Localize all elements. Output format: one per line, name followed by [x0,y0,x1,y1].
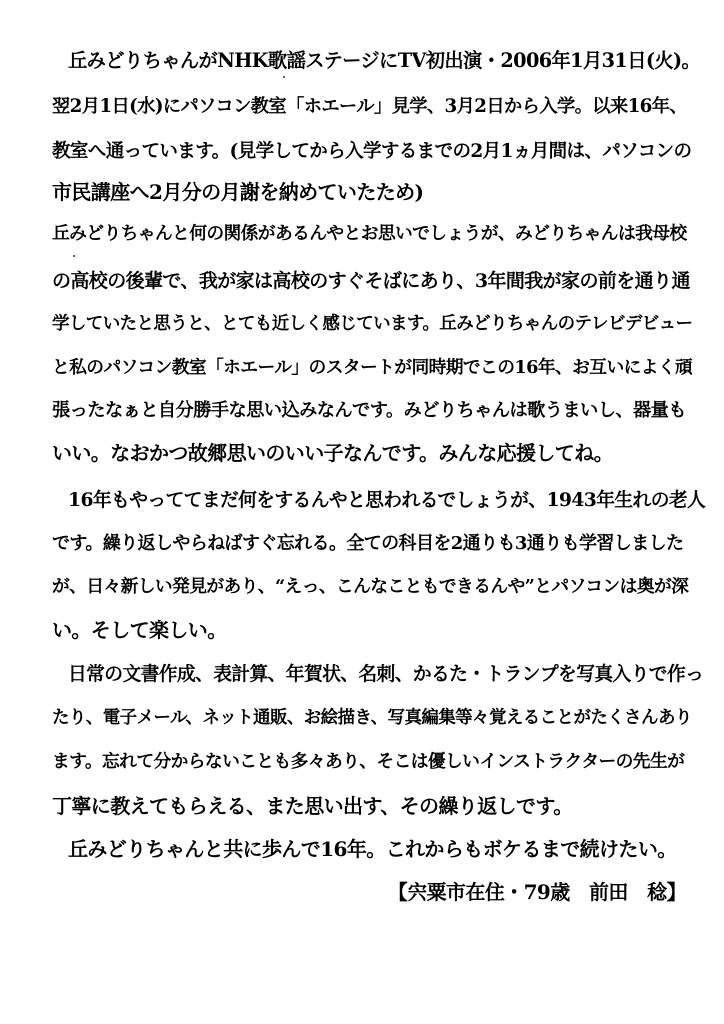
text-line-16: たり、電子メール、ネット通販、お絵描き、写真編集等々覚えることがたくさんあり [52,708,692,728]
text-line-2: 翌2月1日(水)にパソコン教室「ホエール」見学、3月2日から入学。以来16年、 [52,96,688,117]
text-line-9: 張ったなぁと自分勝手な思い込みなんです。みどりちゃんは歌うまいし、器量も [52,400,686,421]
text-line-11: 16年もやっててまだ何をするんやと思われるでしょうが、1943年生れの老人 [68,489,706,511]
text-line-10: いい。なおかつ故郷思いのいい子なんです。みんな応援してね。 [52,441,613,465]
text-line-18: 丁寧に教えてもらえる、また思い出す、その繰り返しです。 [52,794,573,818]
text-line-4: 市民講座へ2月分の月謝を納めていたため) [52,180,424,204]
author-signature: 【宍粟市在住・79歳 前田 稔】 [387,880,686,904]
text-line-19: 丘みどりちゃんと共に歩んで16年。これからもボケるまで続けたい。 [68,837,677,861]
text-line-14: い。そして楽しい。 [52,618,227,642]
text-line-1: 丘みどりちゃんがNHK歌謡ステージにTV初出演・2006年1月31日(火)。 [68,49,701,72]
text-line-6: の高校の後輩で、我が家は高校のすぐそばにあり、3年間我が家の前を通り通 [52,270,690,292]
scan-speck [73,255,75,257]
scan-speck [283,76,285,78]
text-line-13: が、日々新しい発見があり、“えっ、こんなこともできるんや”とパソコンは奥が深 [52,576,689,597]
text-line-3: 教室へ通っています。(見学してから入学するまでの2月1ヵ月間は、パソコンの [52,141,692,162]
text-line-8: と私のパソコン教室「ホエール」のスタートが同時期でこの16年、お互いによく頑 [52,357,693,378]
text-line-5: 丘みどりちゃんと何の関係があるんやとお思いでしょうが、みどりちゃんは我母校 [52,223,687,244]
text-line-7: 学していたと思うと、とても近しく感じています。丘みどりちゃんのテレビデビュー [52,314,693,334]
text-line-17: ます。忘れて分からないことも多々あり、そこは優しいインストラクターの先生が [52,751,685,772]
text-line-12: です。繰り返しやらねばすぐ忘れる。全ての科目を2通りも3通りも学習しました [52,533,684,554]
text-line-15: 日常の文書作成、表計算、年賀状、名刺、かるた・トランプを写真入りで作っ [68,663,704,685]
